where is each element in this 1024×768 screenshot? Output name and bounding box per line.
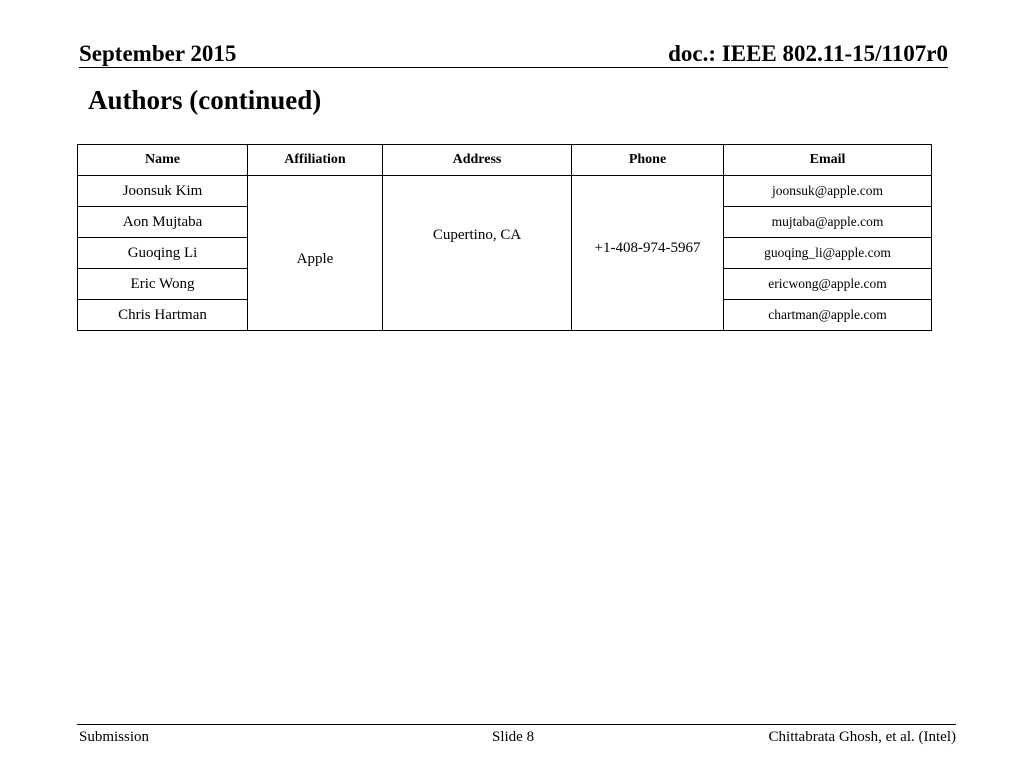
header-divider bbox=[79, 67, 948, 68]
column-header-name: Name bbox=[78, 145, 248, 176]
header-date: September 2015 bbox=[79, 41, 237, 66]
table-row bbox=[78, 176, 932, 207]
author-name: Chris Hartman bbox=[78, 300, 248, 331]
author-affiliation: Apple bbox=[248, 176, 383, 331]
header-doc-id: doc.: IEEE 802.11-15/1107r0 bbox=[668, 41, 948, 66]
footer-divider bbox=[77, 724, 956, 725]
column-header-affiliation: Affiliation bbox=[248, 145, 383, 176]
author-name: Aon Mujtaba bbox=[78, 207, 248, 238]
footer-submission: Submission bbox=[79, 729, 150, 745]
table-header-row bbox=[78, 145, 932, 176]
author-address: Cupertino, CA bbox=[383, 176, 572, 331]
author-email: joonsuk@apple.com bbox=[724, 176, 932, 207]
author-email: guoqing_li@apple.com bbox=[724, 238, 932, 269]
slide-title: Authors (continued) bbox=[88, 85, 322, 115]
author-name: Eric Wong bbox=[78, 269, 248, 300]
author-email: chartman@apple.com bbox=[724, 300, 932, 331]
author-name: Joonsuk Kim bbox=[78, 176, 248, 207]
author-name: Guoqing Li bbox=[78, 238, 248, 269]
footer-slide-number: Slide 8 bbox=[492, 729, 535, 745]
footer-authors: Chittabrata Ghosh, et al. (Intel) bbox=[768, 729, 956, 745]
column-header-phone: Phone bbox=[572, 145, 724, 176]
author-email: mujtaba@apple.com bbox=[724, 207, 932, 238]
column-header-email: Email bbox=[724, 145, 932, 176]
author-email: ericwong@apple.com bbox=[724, 269, 932, 300]
author-phone: +1-408-974-5967 bbox=[572, 176, 724, 331]
column-header-address: Address bbox=[383, 145, 572, 176]
authors-table bbox=[77, 144, 932, 331]
